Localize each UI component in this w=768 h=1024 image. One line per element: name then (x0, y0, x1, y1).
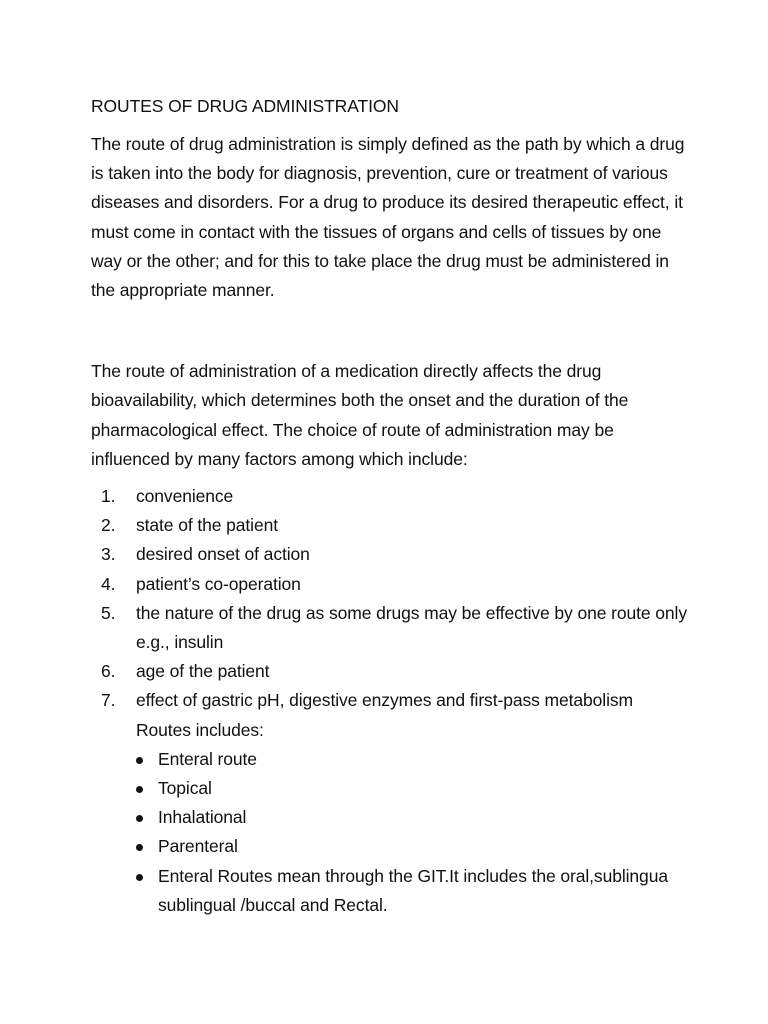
list-item-text: convenience (136, 486, 234, 507)
document-page (91, 93, 691, 920)
bullet-icon (136, 844, 143, 851)
list-number: 1. (101, 486, 116, 507)
list-item (91, 511, 691, 540)
bullet-item (136, 774, 691, 803)
list-item-text: effect of gastric pH, digestive enzymes and first-pass metabolism (136, 690, 634, 711)
list-item (91, 570, 691, 599)
list-item (91, 540, 691, 569)
list-item (91, 657, 691, 686)
list-number: 4. (101, 573, 116, 594)
document-title: ROUTES OF DRUG ADMINISTRATION (91, 96, 399, 116)
bullet-icon (136, 815, 143, 822)
bullet-item (136, 862, 691, 920)
list-item (91, 482, 691, 511)
list-item-text: age of the patient (136, 661, 270, 682)
factors-list (91, 482, 691, 920)
list-number: 5. (101, 602, 116, 623)
list-item (91, 599, 691, 657)
bullet-item-text: Parenteral (158, 836, 238, 857)
bullet-item-text: Inhalational (158, 807, 247, 828)
paragraph-factors-intro: The route of administration of a medication directly affects the drug bioavailability, which determines both the onset and the duration of the pharmacological effect. The choice of route of administration may be influenced by many factors among which include: (91, 361, 629, 469)
paragraph-definition: The route of drug administration is simply defined as the path by which a drug is taken into the body for diagnosis, prevention, cure or treatment of various diseases and disorders. For a drug to produce its desired therapeutic effect, it must come in contact with the tissues of organs and cells of tissues by one way or the other; and for this to take place the drug must be administered in the appropriate manner. (91, 134, 685, 301)
bullet-item (136, 832, 691, 861)
bullet-icon (136, 786, 143, 793)
routes-intro: Routes includes: (136, 719, 264, 740)
bullet-icon (136, 757, 143, 764)
list-number: 3. (101, 544, 116, 565)
list-item (91, 686, 691, 920)
bullet-icon (136, 874, 143, 881)
list-item-text: state of the patient (136, 515, 278, 536)
bullet-item (136, 803, 691, 832)
list-item-text: patient’s co-operation (136, 573, 301, 594)
bullet-item-text: Topical (158, 778, 212, 799)
list-number: 6. (101, 661, 116, 682)
list-item-text: desired onset of action (136, 544, 310, 565)
bullet-item-text: Enteral Routes mean through the GIT.It includes the oral,sublingua sublingual /buccal and Rectal. (158, 865, 668, 915)
list-number: 2. (101, 515, 116, 536)
bullet-item-text: Enteral route (158, 748, 257, 769)
bullet-item (136, 745, 691, 774)
list-number: 7. (101, 690, 116, 711)
routes-list (136, 745, 691, 920)
list-item-text: the nature of the drug as some drugs may be effective by one route only e.g., insulin (136, 602, 687, 653)
